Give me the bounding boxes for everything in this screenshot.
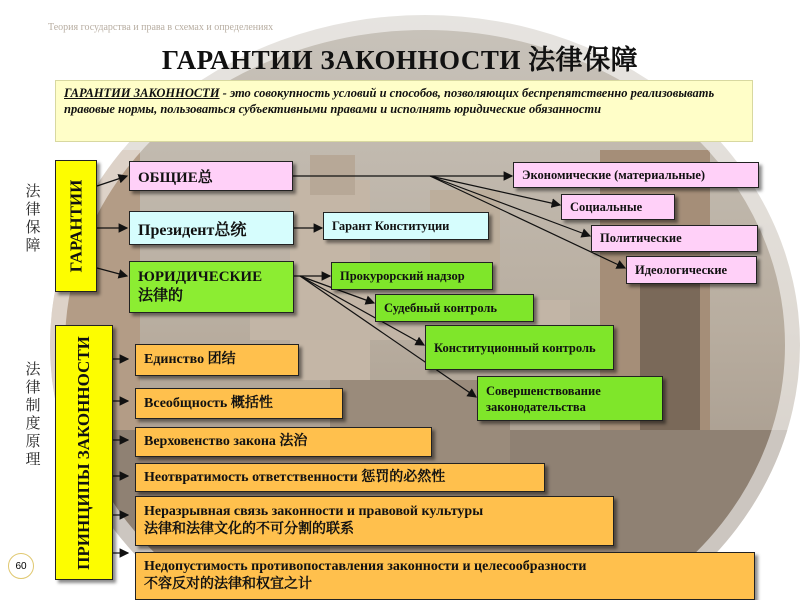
category-general-label: ОБЩИЕ总 [138, 169, 213, 186]
general-item-social-label: Социальные [570, 199, 643, 214]
principle-rule-of-law [135, 427, 432, 457]
principle-unity-label: Единство 团结 [144, 352, 236, 367]
general-item-political [591, 225, 758, 252]
general-item-economic [513, 162, 759, 188]
legal-item-judicial-label: Судебный контроль [384, 300, 498, 315]
page-number-badge: 60 [8, 553, 34, 579]
category-president-label: Президент总统 [138, 221, 247, 239]
legal-item-judicial [375, 294, 534, 322]
general-item-political-label: Политические [600, 231, 682, 245]
president-item-guarantor-label: Гарант Конституции [332, 218, 450, 233]
principle-legal-culture-label-cn: 法律和法律文化的不可分割的联系 [144, 522, 354, 537]
principle-expediency-label-ru: Недопустимость противопоставления законности и целесообразности [144, 559, 587, 574]
principles-side-label: 法 律 制 度 原 理 [25, 360, 41, 468]
category-legal-label-cn: 法律的 [138, 288, 184, 304]
definition-text: - это совокупность условий и способов, позволяющих беспрепятственно реализовывать правовые нормы, пользоваться субъективными правами и исполнять юридические обязанности [64, 86, 715, 116]
principle-inevitability-label: Неотвратимость ответственности 惩罚的必然性 [144, 469, 446, 485]
principle-legal-culture [135, 496, 614, 546]
legal-item-prosecutor [331, 262, 493, 290]
category-president [129, 211, 294, 245]
principle-universality [135, 388, 343, 419]
category-legal [129, 261, 294, 313]
principles-tab-label: ПРИНЦИПЫ ЗАКОННОСТИ [74, 335, 94, 570]
general-item-ideological [626, 256, 757, 284]
page-title: ГАРАНТИИ ЗАКОННОСТИ 法律保障 [161, 45, 639, 75]
guarantees-tab [55, 160, 97, 292]
general-item-social [561, 194, 675, 220]
legal-item-prosecutor-label: Прокурорский надзор [340, 268, 465, 283]
principles-tab [55, 325, 113, 580]
guarantees-tab-label: ГАРАНТИИ [66, 179, 85, 273]
definition-term: ГАРАНТИИ ЗАКОННОСТИ [64, 86, 220, 100]
category-general [129, 161, 293, 191]
principle-universality-label: Всеобщность 概括性 [144, 395, 273, 411]
principle-rule-of-law-label: Верховенство закона 法治 [144, 434, 308, 449]
category-legal-label-ru: ЮРИДИЧЕСКИЕ [138, 269, 263, 285]
header-caption: Теория государства и права в схемах и определениях [48, 22, 274, 33]
president-item-guarantor [323, 212, 489, 240]
legal-item-legislation-label: Совершенствование законодательства [486, 383, 601, 414]
legal-item-constitutional [425, 325, 614, 370]
principle-legal-culture-label-ru: Неразрывная связь законности и правовой культуры [144, 504, 484, 519]
principle-unity [135, 344, 299, 376]
legal-item-legislation [477, 376, 663, 421]
guarantees-side-label: 法 律 保 障 [25, 182, 41, 254]
principle-expediency-label-cn: 不容反对的法律和权宜之计 [144, 577, 312, 592]
legal-item-constitutional-label: Конституционный контроль [434, 340, 596, 355]
principle-expediency [135, 552, 755, 600]
general-item-economic-label: Экономические (материальные) [522, 167, 706, 182]
principle-inevitability [135, 463, 545, 492]
general-item-ideological-label: Идеологические [635, 262, 728, 277]
